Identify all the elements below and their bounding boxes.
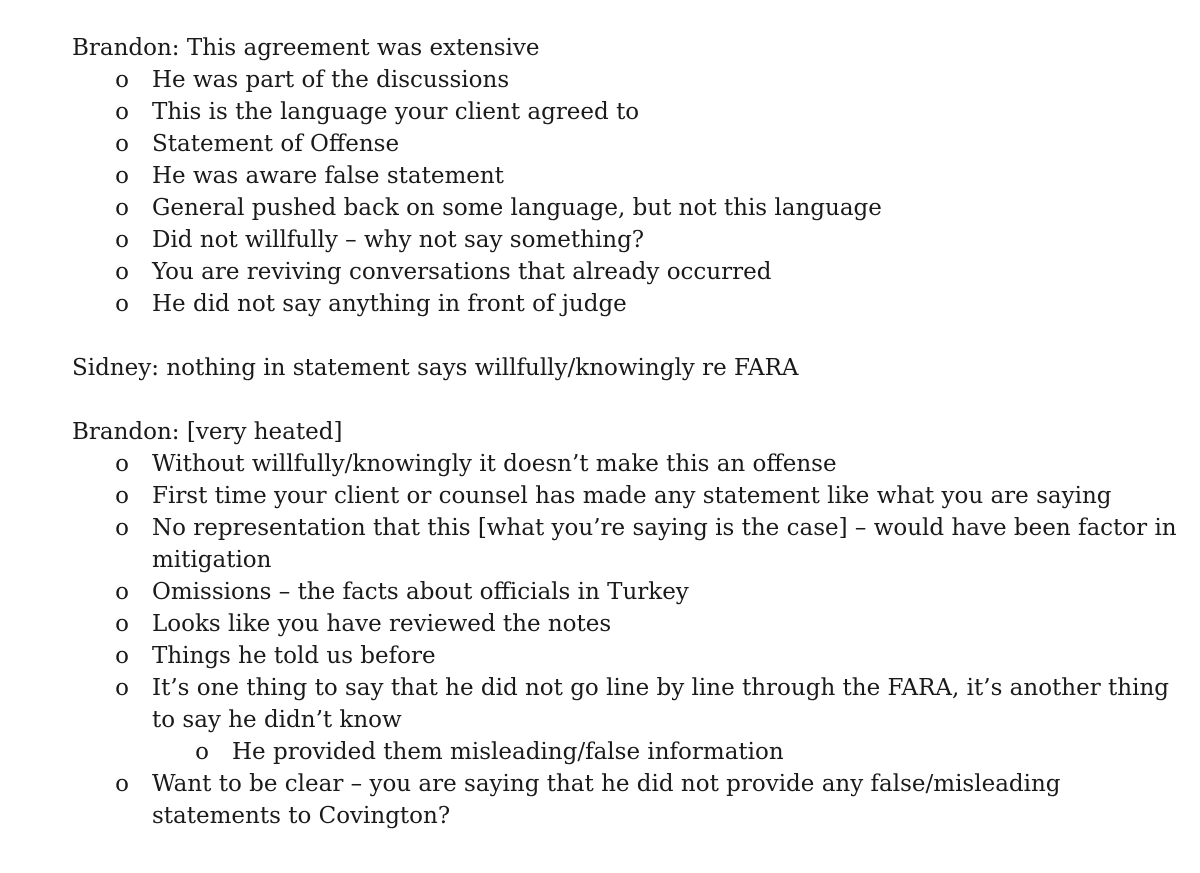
- bullet-circle-icon: o: [115, 483, 129, 509]
- list-item: o Things he told us before: [72, 640, 1182, 672]
- list-item: o Without willfully/knowingly it doesn’t make this an offense: [72, 448, 1182, 480]
- bullet-circle-icon: o: [115, 451, 129, 477]
- sub-bullet-circle-icon: o: [195, 739, 209, 765]
- bullet-circle-icon: o: [115, 163, 129, 189]
- list-item: o He was part of the discussions: [72, 64, 1182, 96]
- sub-list-item: o He provided them misleading/false information: [152, 736, 1182, 768]
- list-item: o It’s one thing to say that he did not go line by line through the FARA, it’s another thing to say he didn’t know o He provided them misleading/false information: [72, 672, 1182, 768]
- list-item: o Looks like you have reviewed the notes: [72, 608, 1182, 640]
- bullet-circle-icon: o: [115, 579, 129, 605]
- speaker-line-sidney: Sidney: nothing in statement says willfully/knowingly re FARA: [72, 355, 799, 381]
- bullet-circle-icon: o: [115, 195, 129, 221]
- bullet-circle-icon: o: [115, 259, 129, 285]
- list-item: o Did not willfully – why not say something?: [72, 224, 1182, 256]
- sub-bullet-list: [152, 736, 1182, 768]
- bullet-list-brandon-1: [72, 64, 1182, 320]
- bullet-circle-icon: o: [115, 131, 129, 157]
- speaker-line-brandon-2: Brandon: [very heated]: [72, 419, 343, 445]
- list-item: o You are reviving conversations that already occurred: [72, 256, 1182, 288]
- notes-document: [72, 32, 1182, 832]
- bullet-circle-icon: o: [115, 67, 129, 93]
- bullet-circle-icon: o: [115, 227, 129, 253]
- speaker-line-brandon-1: Brandon: This agreement was extensive: [72, 35, 540, 61]
- bullet-circle-icon: o: [115, 675, 129, 701]
- bullet-circle-icon: o: [115, 99, 129, 125]
- paragraph-gap: [72, 384, 1182, 416]
- bullet-circle-icon: o: [115, 291, 129, 317]
- paragraph-gap: [72, 320, 1182, 352]
- bullet-circle-icon: o: [115, 611, 129, 637]
- list-item: o Want to be clear – you are saying that he did not provide any false/misleading statements to Covington?: [72, 768, 1182, 832]
- list-item: o Omissions – the facts about officials in Turkey: [72, 576, 1182, 608]
- bullet-circle-icon: o: [115, 643, 129, 669]
- list-item: o No representation that this [what you’re saying is the case] – would have been factor in mitigation: [72, 512, 1182, 576]
- list-item: o He was aware false statement: [72, 160, 1182, 192]
- list-item: o This is the language your client agreed to: [72, 96, 1182, 128]
- bullet-circle-icon: o: [115, 515, 129, 541]
- list-item: o General pushed back on some language, but not this language: [72, 192, 1182, 224]
- bullet-circle-icon: o: [115, 771, 129, 797]
- list-item: o First time your client or counsel has made any statement like what you are saying: [72, 480, 1182, 512]
- list-item: o Statement of Offense: [72, 128, 1182, 160]
- list-item: o He did not say anything in front of judge: [72, 288, 1182, 320]
- bullet-list-brandon-2: [72, 448, 1182, 832]
